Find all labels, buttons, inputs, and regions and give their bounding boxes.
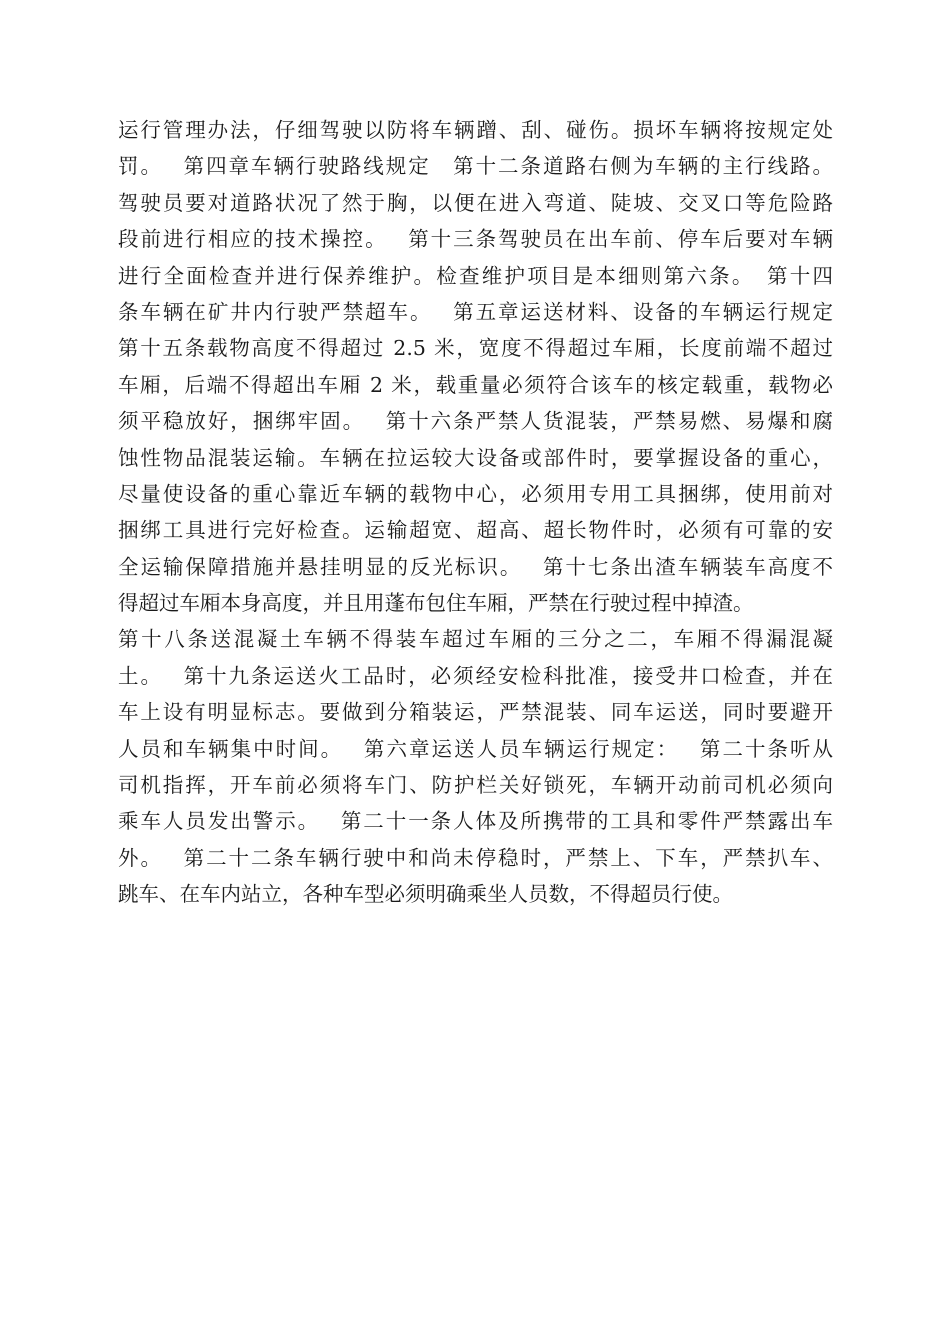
text-line-17: 车上设有明显标志。要做到分箱装运，严禁混装、同车运送，同时要避开: [118, 700, 833, 725]
text-line-7: 第十五条载物高度不得超过 2.5 米，宽度不得超过车厢，长度前端不超过: [118, 336, 833, 361]
text-line-22: 跳车、在车内站立，各种车型必须明确乘坐人员数，不得超员行使。: [118, 882, 733, 907]
text-line-21: 外。 第二十二条车辆行驶中和尚未停稳时，严禁上、下车，严禁扒车、: [118, 845, 833, 870]
text-line-13: 全运输保障措施并悬挂明显的反光标识。 第十七条出渣车辆装车高度不: [118, 554, 833, 579]
text-line-11: 尽量使设备的重心靠近车辆的载物中心，必须用专用工具捆绑，使用前对: [118, 481, 833, 506]
text-line-20: 乘车人员发出警示。 第二十一条人体及所携带的工具和零件严禁露出车: [118, 809, 833, 834]
body-text: [118, 112, 833, 913]
text-line-2: 罚。 第四章车辆行驶路线规定 第十二条道路右侧为车辆的主行线路。: [118, 154, 833, 179]
text-line-19: 司机指挥，开车前必须将车门、防护栏关好锁死，车辆开动前司机必须向: [118, 773, 833, 798]
text-line-5: 进行全面检查并进行保养维护。检查维护项目是本细则第六条。 第十四: [118, 263, 833, 288]
text-line-9: 须平稳放好，捆绑牢固。 第十六条严禁人货混装，严禁易燃、易爆和腐: [118, 409, 833, 434]
text-line-4: 段前进行相应的技术操控。 第十三条驾驶员在出车前、停车后要对车辆: [118, 227, 833, 252]
text-line-8: 车厢，后端不得超出车厢 2 米，载重量必须符合该车的核定载重，载物必: [118, 372, 833, 397]
text-line-16: 土。 第十九条运送火工品时，必须经安检科批准，接受井口检查，并在: [118, 663, 833, 688]
text-line-3: 驾驶员要对道路状况了然于胸，以便在进入弯道、陡坡、交叉口等危险路: [118, 190, 833, 215]
text-line-10: 蚀性物品混装运输。车辆在拉运较大设备或部件时，要掌握设备的重心，: [118, 445, 833, 470]
text-line-1: 运行管理办法，仔细驾驶以防将车辆蹭、刮、碰伤。损坏车辆将按规定处: [118, 118, 833, 142]
text-line-6: 条车辆在矿井内行驶严禁超车。 第五章运送材料、设备的车辆运行规定: [118, 299, 833, 324]
text-line-18: 人员和车辆集中时间。 第六章运送人员车辆运行规定： 第二十条听从: [118, 736, 833, 761]
text-line-12: 捆绑工具进行完好检查。运输超宽、超高、超长物件时，必须有可靠的安: [118, 518, 833, 543]
text-line-15: 第十八条送混凝土车辆不得装车超过车厢的三分之二，车厢不得漏混凝: [118, 627, 833, 652]
text-line-14: 得超过车厢本身高度，并且用蓬布包住车厢，严禁在行驶过程中掉渣。: [118, 591, 754, 616]
